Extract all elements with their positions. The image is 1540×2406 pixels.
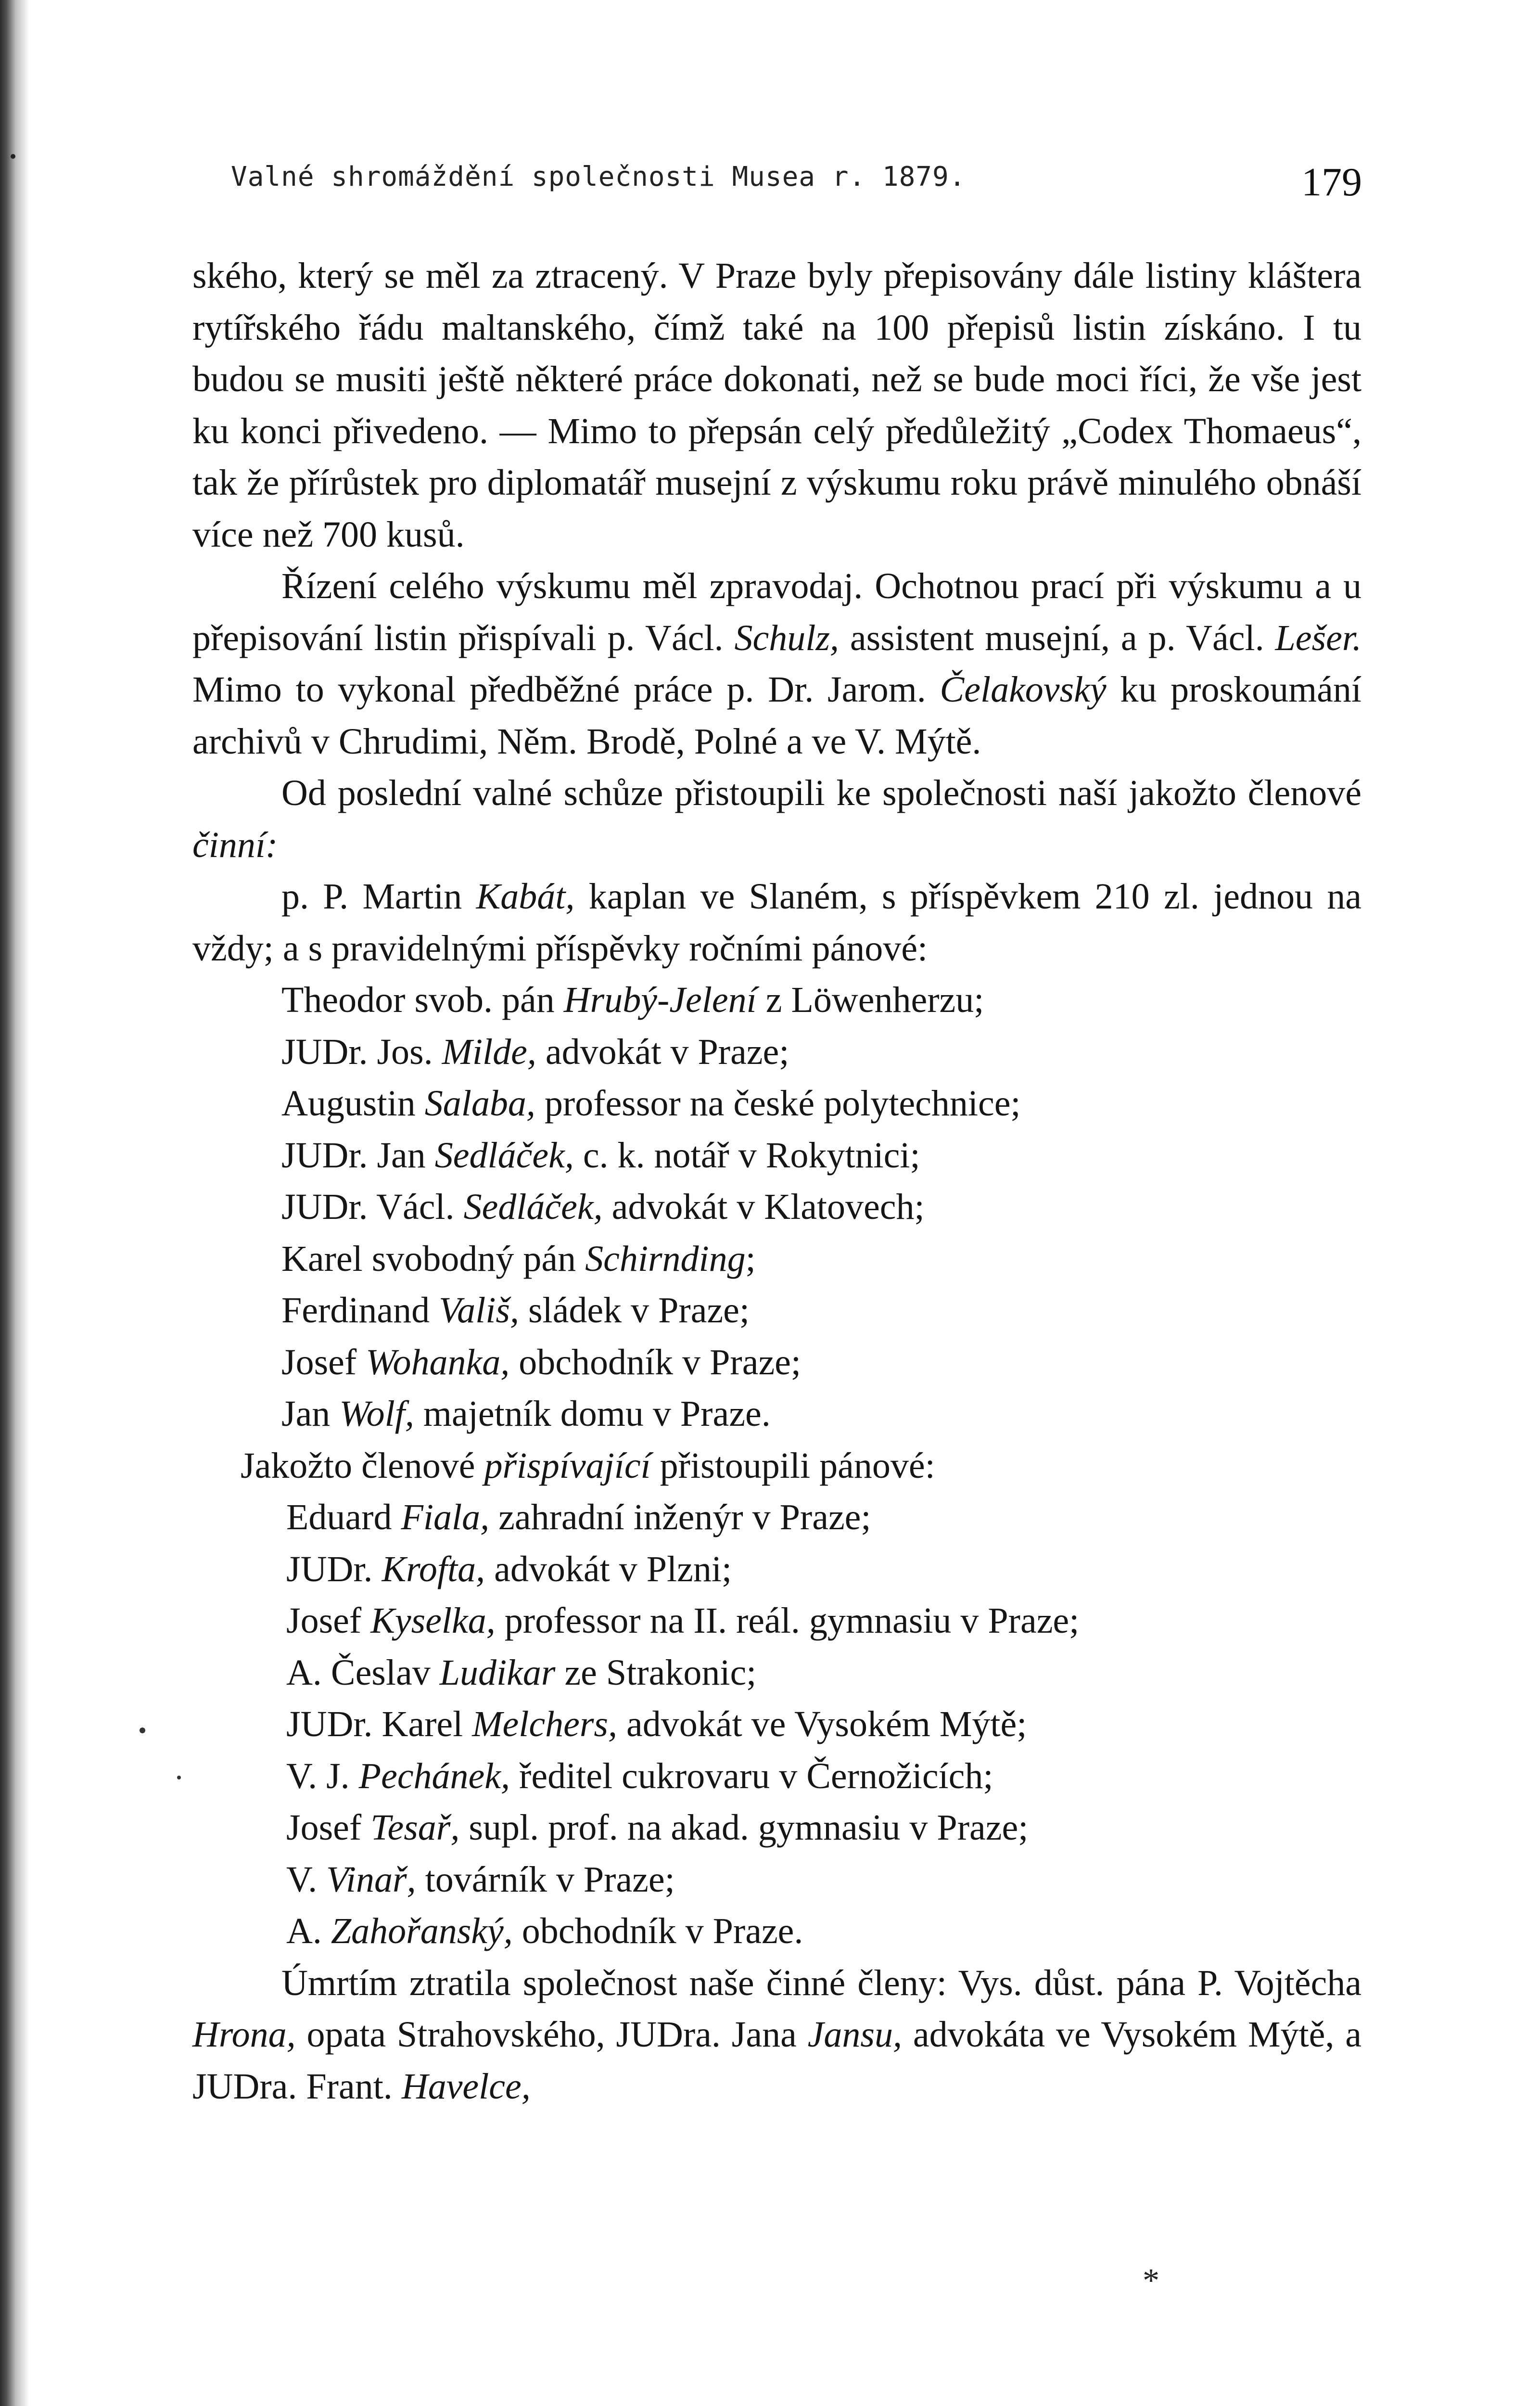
member-entry: V. J. Pechánek, ředitel cukrovaru v Černožicích;: [286, 1755, 993, 1796]
page-number: 179: [1301, 160, 1362, 205]
member-entry: Josef Kyselka, professor na II. reál. gymnasiu v Praze;: [286, 1600, 1080, 1641]
member-name: Vališ,: [439, 1290, 519, 1331]
member-entry: Josef Wohanka, obchodník v Praze;: [281, 1342, 802, 1382]
member-entry: Karel svobodný pán Schirnding;: [281, 1238, 756, 1279]
member-name: Tesař,: [370, 1807, 460, 1848]
member-entry: A. Česlav Ludikar ze Strakonic;: [286, 1652, 757, 1693]
member-name: Sedláček,: [463, 1187, 603, 1227]
paragraph-research: Řízení celého výskumu měl zpravodaj. Ochotnou prací při výskumu a u přepisování listin přispívali p. Václ. Schulz, assistent musejní, a p. Václ. Lešer. Mimo to vykonal předběžné práce p. Dr. Jarom. Čelakovský ku proskoumání archivů v Chrudimi, Něm. Brodě, Polné a ve V. Mýtě.: [192, 566, 1362, 762]
contributing-members-list: [192, 1492, 1362, 1958]
member-entry: JUDr. Václ. Sedláček, advokát v Klatovech;: [281, 1187, 925, 1227]
member-entry: Josef Tesař, supl. prof. na akad. gymnasiu v Praze;: [286, 1807, 1029, 1848]
member-name: Vinař,: [326, 1859, 416, 1900]
member-entry: Theodor svob. pán Hrubý-Jelení z Löwenherzu;: [281, 980, 984, 1020]
member-name: Wohanka,: [366, 1342, 510, 1382]
running-title: Valné shromáždění společnosti Musea r. 1879.: [231, 161, 966, 192]
member-entry: Ferdinand Vališ, sládek v Praze;: [281, 1290, 750, 1331]
member-name: Zahořanský,: [331, 1911, 513, 1951]
member-name: Wolf,: [339, 1394, 414, 1434]
member-entry: JUDr. Krofta, advokát v Plzni;: [286, 1549, 732, 1589]
active-members-list: [192, 974, 1362, 1440]
member-name: Fiala,: [401, 1497, 490, 1537]
member-name: Salaba,: [424, 1083, 535, 1124]
member-name: Hrubý-Jelení: [563, 980, 757, 1020]
member-entry: Augustin Salaba, professor na české polytechnice;: [281, 1083, 1021, 1124]
paragraph-deaths: Úmrtím ztratila společnost naše činné členy: Vys. důst. pána P. Vojtěcha Hrona, opata Strahovského, JUDra. Jana Jansu, advokáta ve Vysokém Mýtě, a JUDra. Frant. Havelce,: [192, 1962, 1362, 2107]
paragraph-continued: ského, který se měl za ztracený. V Praze byly přepisovány dále listiny kláštera rytířského řádu maltanského, čímž také na 100 přepisů listin získáno. I tu budou se musiti ještě některé práce dokonati, než se bude moci říci, že vše jest ku konci přivedeno. — Mimo to přepsán celý předůležitý „Codex Thomaeus“, tak že přírůstek pro diplomatář musejní z výskumu roku právě minulého obnáší více než 700 kusů.: [192, 256, 1362, 555]
contributing-heading: Jakožto členové přispívající přistoupili pánové:: [241, 1445, 935, 1486]
member-entry: JUDr. Jan Sedláček, c. k. notář v Rokytnici;: [281, 1135, 920, 1176]
member-entry: JUDr. Jos. Milde, advokát v Praze;: [281, 1031, 789, 1072]
member-name: Milde,: [442, 1031, 536, 1072]
member-name: Kyselka,: [370, 1600, 496, 1641]
footnote-marker: *: [1143, 2262, 1159, 2299]
ink-speck: [177, 1776, 181, 1779]
member-entry: Jan Wolf, majetník domu v Praze.: [281, 1394, 771, 1434]
member-entry: JUDr. Karel Melchers, advokát ve Vysokém Mýtě;: [286, 1704, 1027, 1744]
member-entry: V. Vinař, továrník v Praze;: [286, 1859, 675, 1900]
member-entry: A. Zahořanský, obchodník v Praze.: [286, 1911, 803, 1951]
member-entry: Eduard Fiala, zahradní inženýr v Praze;: [286, 1497, 871, 1537]
page-binding-shadow: [0, 0, 29, 2406]
binding-mark: [11, 154, 15, 159]
member-name: Schirnding: [585, 1238, 746, 1279]
ink-speck: [140, 1728, 145, 1733]
page-body: [192, 250, 1362, 2112]
paragraph-new-members: Od poslední valné schůze přistoupili ke společnosti naší jakožto členové činní:: [192, 773, 1362, 865]
member-name: Pechánek,: [358, 1755, 510, 1796]
member-name: Sedláček,: [434, 1135, 574, 1176]
member-name: Krofta,: [382, 1549, 485, 1589]
member-name: Ludikar: [439, 1652, 556, 1693]
paragraph-kabat: p. P. Martin Kabát, kaplan ve Slaném, s příspěvkem 210 zl. jednou na vždy; a s pravidelnými příspěvky ročními pánové:: [192, 876, 1362, 969]
member-name: Melchers,: [472, 1704, 618, 1744]
